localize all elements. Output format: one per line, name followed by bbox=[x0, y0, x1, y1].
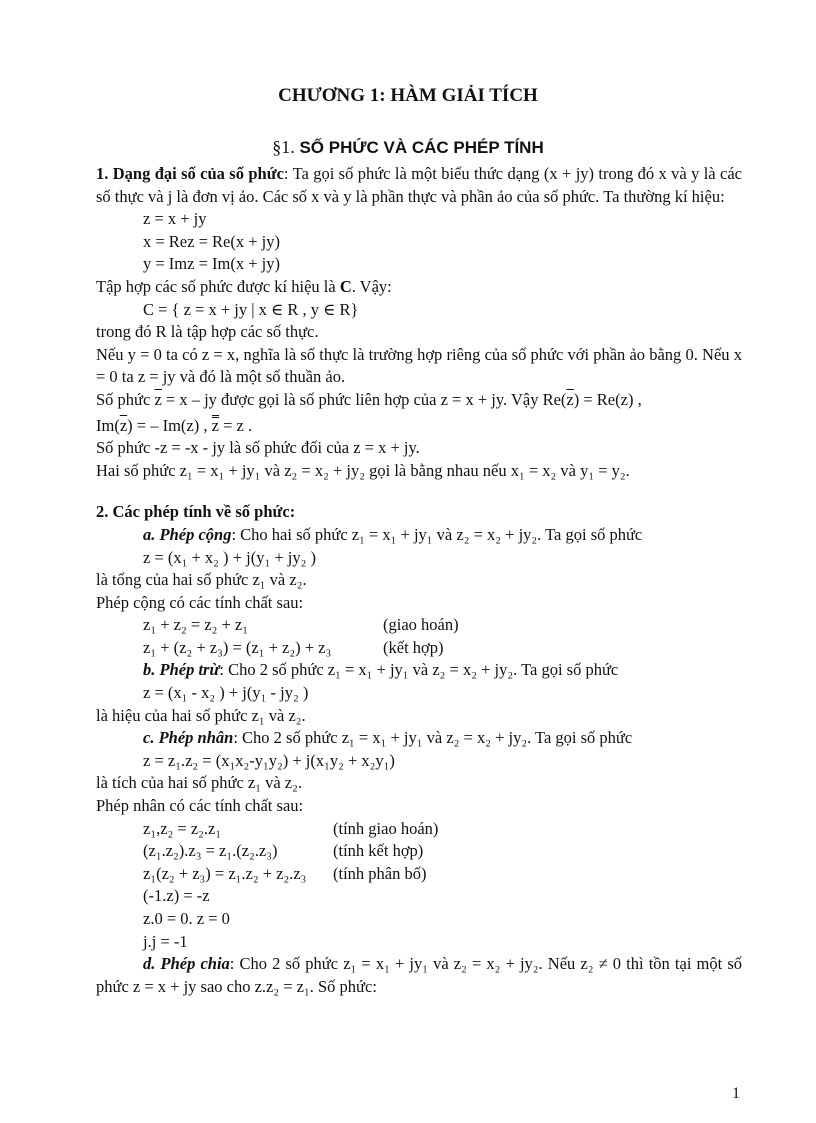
set-definition: C = { z = x + jy | x ∈ R , y ∈ R} bbox=[143, 299, 359, 319]
equation: x = Rez = Re(x + jy) bbox=[143, 231, 280, 251]
conjugate-z: $\overline{z}$ bbox=[566, 389, 574, 409]
part2-heading: 2. Các phép tính về số phức: bbox=[96, 502, 296, 522]
text-span: = x – jy được gọi là số phức liên hợp của z = x + jy. Vậy Re( bbox=[161, 389, 567, 409]
property-row bbox=[96, 840, 742, 863]
text-span: : Cho 2 số phức z₁ = x₁ + jy₁ và z₂ = x₂ + jy₂. Ta gọi số phức bbox=[219, 660, 619, 680]
multiplication-result: là tích của hai số phức z₁ và z₂. bbox=[96, 773, 302, 793]
property-name: (tính phân bố) bbox=[333, 863, 427, 883]
addition-formula: z = (x₁ + x₂ ) + j(y₁ + jy₂ ) bbox=[143, 547, 316, 567]
chapter-title: CHƯƠNG 1: HÀM GIẢI TÍCH bbox=[278, 85, 538, 106]
subtraction-label: b. Phép trừ bbox=[143, 660, 220, 680]
text-span: = z . bbox=[218, 415, 253, 435]
subtraction-formula: z = (x₁ - x₂ ) + j(y₁ - jy₂ ) bbox=[143, 683, 309, 703]
property-formula: z₁ + z₂ = z₂ + z₁ bbox=[143, 615, 248, 635]
property-name: (tính giao hoán) bbox=[333, 818, 439, 838]
set-note: trong đó R là tập hợp các số thực. bbox=[96, 322, 319, 342]
property-formula: (z₁.z₂).z₃ = z₁.(z₂.z₃) bbox=[143, 841, 278, 861]
section-mark: §1. bbox=[272, 137, 295, 157]
text-span: : Cho 2 số phức z₁ = x₁ + jy₁ và z₂ = x₂ + jy₂. Ta gọi số phức bbox=[233, 728, 633, 748]
property-formula: z₁,z₂ = z₂.z₁ bbox=[143, 818, 222, 838]
text-span: : Cho hai số phức z₁ = x₁ + jy₁ và z₂ = x₂ + jy₂. Ta gọi số phức bbox=[231, 524, 643, 544]
text-span: ) = Re(z) , bbox=[573, 389, 642, 409]
real-case-paragraph: Nếu y = 0 ta có z = x, nghĩa là số thực là trường hợp riêng của số phức với phần ảo bằng 0. Nếu x = 0 ta z = jy và đó là một số thuần ảo. bbox=[96, 344, 742, 387]
multiplication-label: c. Phép nhân bbox=[143, 728, 234, 748]
document-body bbox=[96, 163, 742, 998]
text-span: ) = – Im(z) , bbox=[127, 415, 212, 435]
conjugate-z: $\overline{z}$ bbox=[154, 389, 162, 409]
text-span: : Cho 2 số phức z₁ = x₁ + jy₁ và z₂ = x₂ + jy₂. Nếu z₂ ≠ 0 thì tồn tại một số phức z = x + jy sao cho z.z₂ = z₁. Số phức: bbox=[96, 954, 743, 996]
multiplication-formula: z = z₁.z₂ = (x₁x₂-y₁y₂) + j(x₁y₂ + x₂y₁) bbox=[143, 750, 395, 770]
division-label: d. Phép chia bbox=[143, 954, 230, 974]
text-span: Im( bbox=[96, 415, 120, 435]
subtraction-result: là hiệu của hai số phức z₁ và z₂. bbox=[96, 705, 306, 725]
property-row bbox=[96, 863, 742, 886]
equation: y = Imz = Im(x + jy) bbox=[143, 254, 280, 274]
subtraction-intro bbox=[96, 659, 742, 682]
section-title-text: SỐ PHỨC VÀ CÁC PHÉP TÍNH bbox=[294, 138, 544, 157]
text-span: Tập hợp các số phức được kí hiệu là bbox=[96, 276, 340, 296]
conjugate-line-2 bbox=[96, 415, 742, 438]
part1-heading: 1. Dạng đại số của số phức bbox=[96, 164, 284, 183]
equation: z = x + jy bbox=[143, 209, 207, 229]
property-row bbox=[96, 637, 742, 660]
text-span: Số phức bbox=[96, 389, 155, 409]
multiplication-props-intro: Phép nhân có các tính chất sau: bbox=[96, 796, 304, 816]
set-symbol: C bbox=[339, 276, 352, 296]
property-formula: z₁ + (z₂ + z₃) = (z₁ + z₂) + z₃ bbox=[143, 637, 332, 657]
property-row bbox=[96, 818, 742, 841]
addition-intro bbox=[96, 524, 742, 547]
property-name: (tính kết hợp) bbox=[333, 841, 424, 861]
addition-label: a. Phép cộng bbox=[143, 524, 232, 544]
property-name: (kết hợp) bbox=[383, 637, 444, 657]
page-number: 1 bbox=[732, 1085, 740, 1102]
property-formula: z₁(z₂ + z₃) = z₁.z₂ + z₂.z₃ bbox=[143, 863, 307, 883]
property-row bbox=[96, 614, 742, 637]
property-name: (giao hoán) bbox=[383, 615, 459, 635]
equation: z.0 = 0. z = 0 bbox=[143, 909, 230, 928]
text-span: . Vậy: bbox=[351, 276, 392, 296]
conjugate-paragraph bbox=[96, 389, 742, 412]
set-intro bbox=[96, 276, 742, 299]
conjugate-z: $\overline{z}$ bbox=[119, 415, 128, 435]
double-conjugate-z: z bbox=[212, 415, 219, 438]
division-intro bbox=[96, 953, 742, 998]
opposite-paragraph: Số phức -z = -x - jy là số phức đối của z = x + jy. bbox=[96, 438, 420, 458]
equation: (-1.z) = -z bbox=[143, 886, 210, 906]
section-title bbox=[0, 137, 816, 158]
equation: j.j = -1 bbox=[143, 931, 188, 951]
multiplication-intro bbox=[96, 727, 742, 750]
part1-intro bbox=[96, 163, 742, 208]
paragraph-gap bbox=[96, 482, 742, 501]
equality-paragraph: Hai số phức z₁ = x₁ + jy₁ và z₂ = x₂ + jy₂ gọi là bằng nhau nếu x₁ = x₂ và y₁ = y₂. bbox=[96, 460, 630, 480]
part1-intro-text: : Ta gọi số phức là một biểu thức dạng (x + jy) trong đó x và y là các số thực và j là đơn vị ảo. Các số x và y là phần thực và phần ảo của số phức. Ta thường kí hiệu: bbox=[96, 164, 742, 206]
addition-props-intro: Phép cộng có các tính chất sau: bbox=[96, 592, 304, 612]
addition-result: là tổng của hai số phức z₁ và z₂. bbox=[96, 570, 307, 590]
